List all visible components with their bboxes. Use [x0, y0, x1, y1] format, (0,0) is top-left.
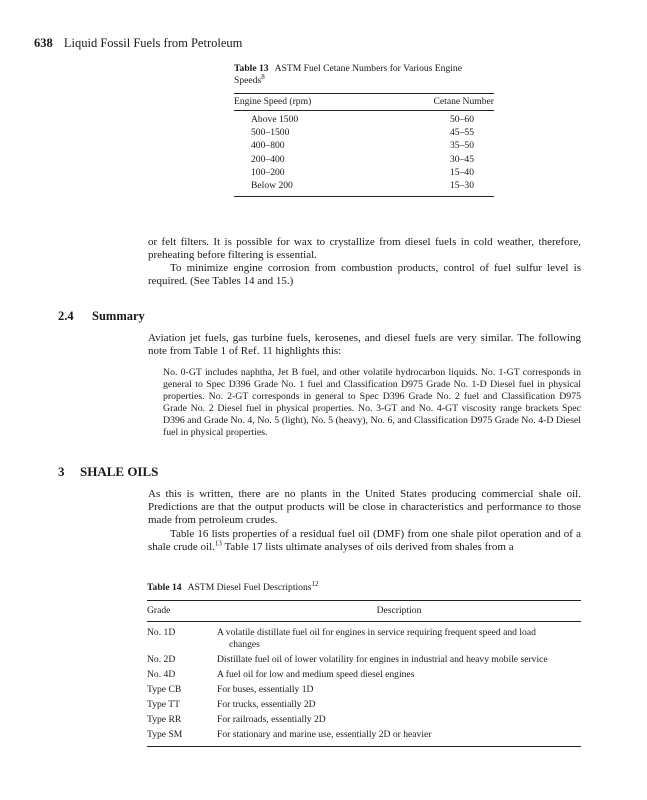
reference-marker: 13 [214, 539, 222, 548]
table-row [234, 167, 494, 180]
paragraph-shale-tables: Table 16 lists properties of a residual fuel oil (DMF) from one shale pilot operation and of a shale crude oil.$^{13}$ Table 17 lists ultimate analyses of oils derived from shales from a [148, 528, 581, 554]
grade-cell: No. 1D [147, 626, 176, 638]
engine-speed-cell: 500–1500 [251, 127, 290, 139]
description-cell: For stationary and marine use, essentially 2D or heavier [217, 728, 432, 740]
table-14-label: Table 14 [147, 582, 182, 593]
table-row [234, 180, 494, 193]
section-number: 2.4 [58, 309, 74, 323]
section-heading-summary [58, 309, 145, 324]
page-number: 638 [34, 36, 53, 50]
table-row [234, 154, 494, 167]
table-row [234, 127, 494, 140]
column-header-grade: Grade [147, 605, 171, 616]
section-title: SHALE OILS [80, 464, 159, 479]
table-14-caption: Table 14 ASTM Diesel Fuel Descriptions$^{12}$ [147, 579, 319, 593]
table-14-body [147, 625, 581, 742]
engine-speed-cell: Above 1500 [251, 114, 299, 125]
running-header [34, 36, 242, 51]
table-row [147, 652, 581, 667]
description-cell: For railroads, essentially 2D [217, 713, 326, 725]
cetane-number-cell: 30–45 [450, 153, 474, 165]
section-heading-shale-oils [58, 464, 158, 480]
paragraph-shale-intro: As this is written, there are no plants in the United States producing commercial shale oil. Predictions are that the output products will be close in characteristics and performance to those made from petroleum crudes. [148, 488, 581, 527]
cetane-number-cell: 15–30 [450, 179, 474, 191]
paragraph-filters: or felt filters. It is possible for wax to crystallize from diesel fuels in cold weather, therefore, preheating before filtering is essential. [148, 236, 581, 262]
table-row [234, 140, 494, 153]
description-cell: Distillate fuel oil of lower volatility for engines in industrial and heavy mobile service [217, 653, 548, 665]
table-14-header [147, 601, 581, 621]
table-row [147, 697, 581, 712]
cetane-number-cell: 50–60 [450, 114, 474, 125]
column-header-engine-speed: Engine Speed (rpm) [234, 96, 312, 107]
cetane-number-cell: 35–50 [450, 140, 474, 152]
paragraph-corrosion: To minimize engine corrosion from combustion products, control of fuel sulfur level is required. (See Tables 14 and 15.) [148, 262, 581, 288]
running-title: Liquid Fossil Fuels from Petroleum [63, 36, 243, 50]
table-13-caption: Table 13 ASTM Fuel Cetane Numbers for Various Engine Speeds$^8$ [234, 63, 462, 86]
grade-cell: Type SM [147, 728, 183, 740]
grade-cell: Type TT [147, 698, 180, 710]
description-cell: A fuel oil for low and medium speed diesel engines [217, 668, 415, 680]
description-cell: A volatile distillate fuel oil for engines in service requiring frequent speed and load changes [217, 626, 536, 650]
section-title: Summary [92, 309, 145, 323]
table-row [147, 682, 581, 697]
column-header-description: Description [376, 605, 422, 616]
grade-cell: Type CB [147, 683, 182, 695]
engine-speed-cell: 200–400 [251, 153, 285, 165]
block-quote: No. 0-GT includes naphtha, Jet B fuel, and other volatile hydrocarbon liquids. No. 1-GT corresponds in general to Spec D396 Grade No. 1 fuel and Classification D975 Grade No. 1-D Diesel fuel in physical properties. No. 2-GT corresponds in general to Spec D396 Grade No. 2 fuel and Classification D975 Grade No. 2 Diesel fuel in physical properties. No. 3-GT and No. 4-GT viscosity range brackets Spec D396 and Grade No. 4, No. 5 (light), No. 5 (heavy), No. 6, and Classification D975 Grade No. 4-D Diesel fuel in physical properties. [163, 367, 581, 439]
table-row [147, 712, 581, 727]
cetane-number-cell: 15–40 [450, 166, 474, 178]
table-13-body [234, 114, 494, 193]
table-row [147, 625, 581, 652]
table-14 [147, 579, 581, 747]
paragraph-summary: Aviation jet fuels, gas turbine fuels, kerosenes, and diesel fuels are very similar. The following note from Table 1 of Ref. 11 highlights this: [148, 332, 581, 358]
table-13-label: Table 13 [234, 63, 269, 74]
description-cell: For trucks, essentially 2D [217, 698, 316, 710]
grade-cell: No. 4D [147, 668, 176, 680]
cetane-number-cell: 45–55 [450, 127, 474, 139]
table-13-header [234, 94, 494, 110]
column-header-cetane-number: Cetane Number [433, 96, 494, 107]
table-13 [234, 63, 494, 197]
grade-cell: Type RR [147, 713, 182, 725]
table-row [147, 667, 581, 682]
engine-speed-cell: Below 200 [251, 179, 293, 191]
table-row [147, 727, 581, 742]
engine-speed-cell: 100–200 [251, 166, 285, 178]
grade-cell: No. 2D [147, 653, 176, 665]
engine-speed-cell: 400–800 [251, 140, 285, 152]
description-cell: For buses, essentially 1D [217, 683, 314, 695]
table-row [234, 114, 494, 127]
section-number: 3 [58, 464, 65, 479]
